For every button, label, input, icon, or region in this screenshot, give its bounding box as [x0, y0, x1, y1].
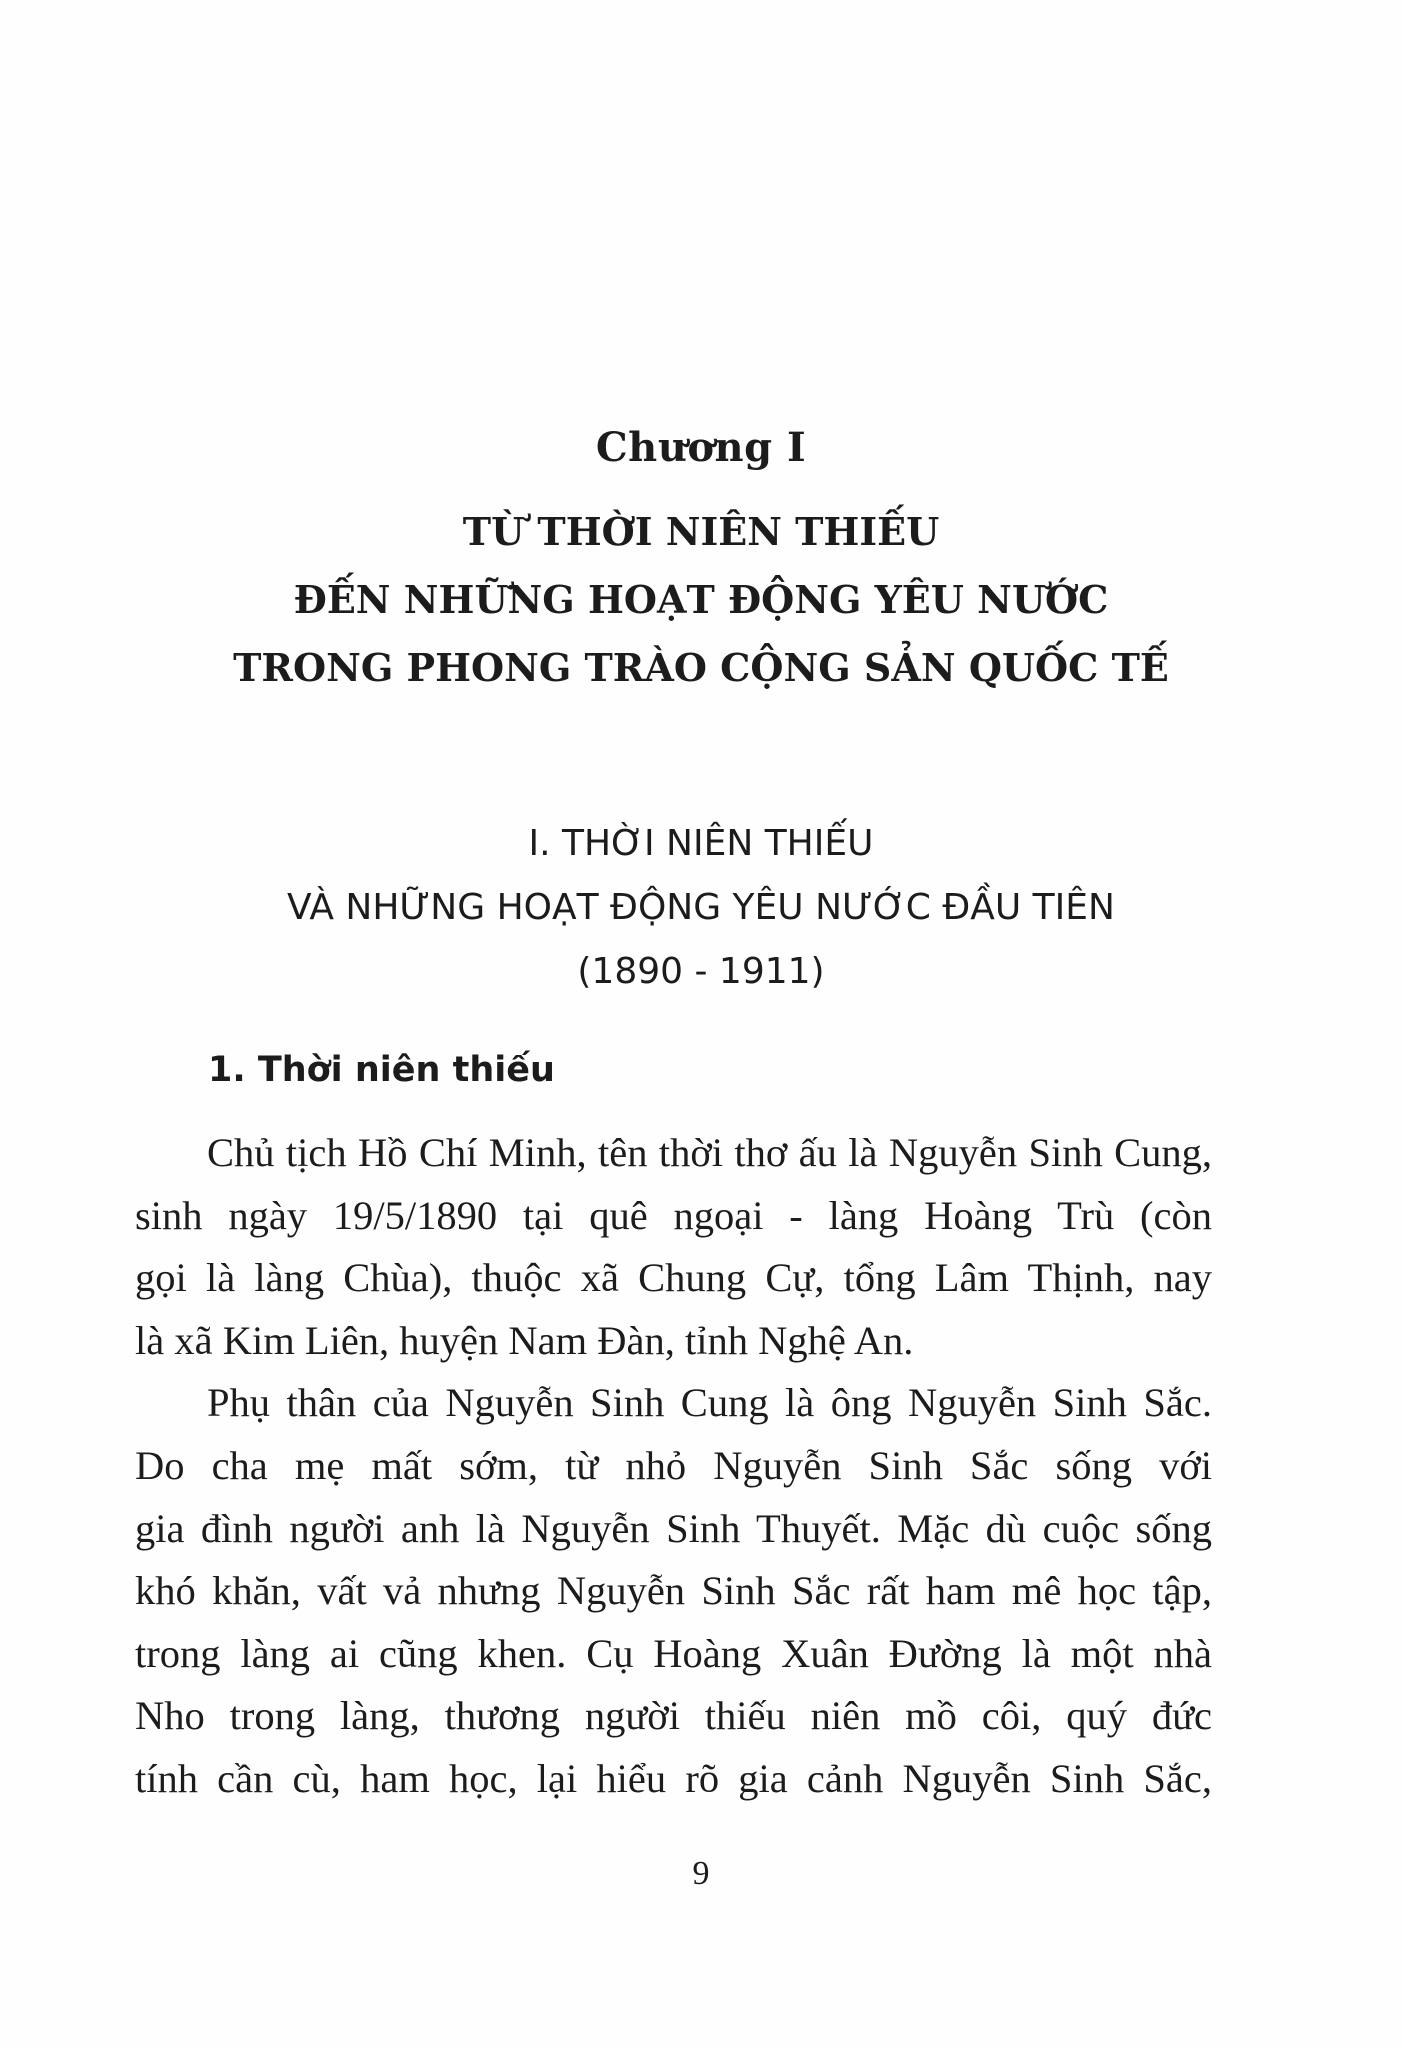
paragraph-1-line: Chủ tịch Hồ Chí Minh, tên thời thơ ấu là Nguyễn Sinh Cung, [207, 1130, 1212, 1175]
section-title [0, 812, 1402, 1004]
subsection-heading: 1. Thời niên thiếu [208, 1050, 555, 1090]
paragraph-2-line: trong làng ai cũng khen. Cụ Hoàng Xuân Đường là một nhà [135, 1630, 1212, 1676]
chapter-title-line: TRONG PHONG TRÀO CỘNG SẢN QUỐC TẾ [233, 645, 1169, 690]
paragraph-2-line: tính cần cù, ham học, lại hiểu rõ gia cảnh Nguyễn Sinh Sắc, [135, 1755, 1212, 1801]
chapter-title-line: TỪ THỜI NIÊN THIẾU [462, 509, 940, 554]
paragraph-1-line: là xã Kim Liên, huyện Nam Đàn, tỉnh Nghệ An. [135, 1317, 914, 1363]
paragraph-2-line: Do cha mẹ mất sớm, từ nhỏ Nguyễn Sinh Sắc sống với [135, 1442, 1212, 1488]
paragraph-2-line: gia đình người anh là Nguyễn Sinh Thuyết. Mặc dù cuộc sống [135, 1505, 1212, 1551]
section-title-line: (1890 - 1911) [577, 951, 825, 992]
paragraph-2-line: Nho trong làng, thương người thiếu niên mồ côi, quý đức [135, 1693, 1212, 1739]
chapter-label: Chương I [595, 424, 807, 471]
body-text [135, 1122, 1212, 1811]
chapter-title-line: ĐẾN NHỮNG HOẠT ĐỘNG YÊU NƯỚC [293, 577, 1109, 622]
paragraph-2-line: Phụ thân của Nguyễn Sinh Cung là ông Nguyễn Sinh Sắc. [207, 1380, 1212, 1426]
section-title-line: VÀ NHỮNG HOẠT ĐỘNG YÊU NƯỚC ĐẦU TIÊN [287, 887, 1115, 928]
paragraph-1-line: sinh ngày 19/5/1890 tại quê ngoại - làng Hoàng Trù (còn [135, 1192, 1212, 1238]
page-number: 9 [692, 1855, 710, 1892]
section-title-line: I. THỜI NIÊN THIẾU [528, 823, 874, 864]
chapter-title [0, 498, 1402, 702]
paragraph-2-line: khó khăn, vất vả nhưng Nguyễn Sinh Sắc rất ham mê học tập, [135, 1568, 1212, 1614]
paragraph-1-line: gọi là làng Chùa), thuộc xã Chung Cự, tổng Lâm Thịnh, nay [135, 1255, 1212, 1301]
